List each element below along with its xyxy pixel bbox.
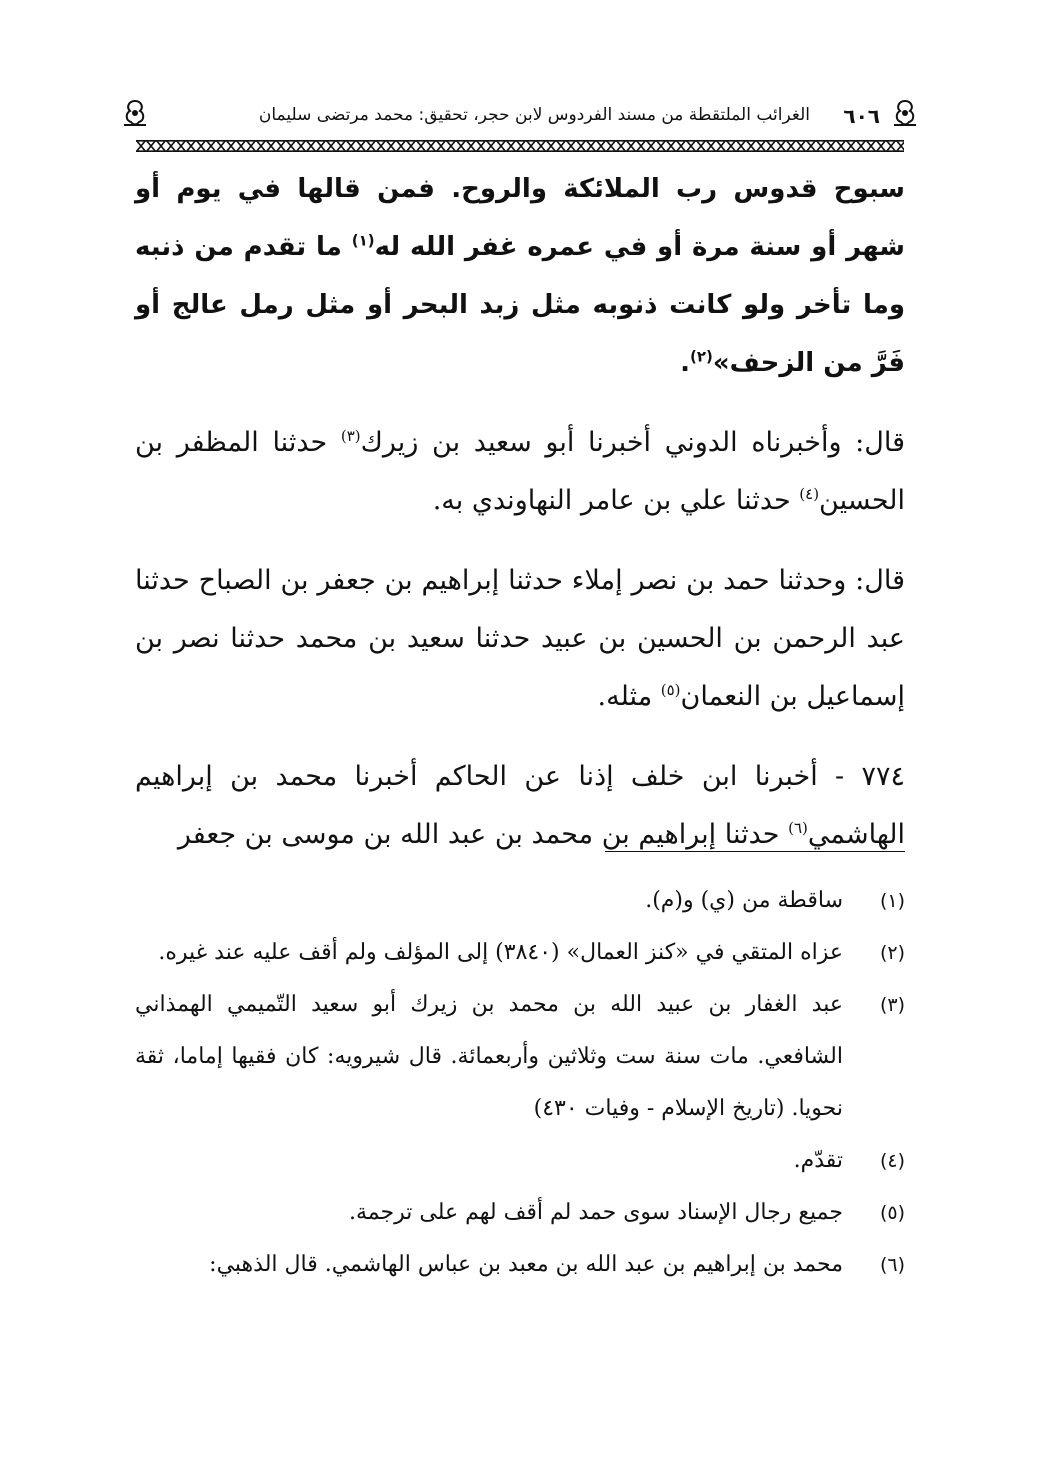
footnote-item bbox=[135, 875, 905, 927]
footnote-item bbox=[135, 1187, 905, 1239]
paragraph-text: سبوح قدوس رب الملائكة والروح. فمن قالها في يوم أو شهر أو سنة مرة أو في عمره غفر الله له bbox=[135, 174, 905, 262]
main-text bbox=[135, 160, 905, 864]
footnote-text: عبد الغفار بن عبيد الله بن محمد بن زيرك أبو سعيد التّميمي الهمذاني الشافعي. مات سنة ست وثلاثين وأربعمائة. قال شيرويه: كان فقيها إماما، ثقة نحويا. (تاريخ الإسلام - وفيات ٤٣٠) bbox=[135, 992, 843, 1121]
footnote-number: (٢) bbox=[879, 942, 905, 964]
body-paragraph bbox=[135, 748, 905, 864]
footnote-text: تقدّم. bbox=[793, 1148, 843, 1173]
paragraph-gap bbox=[135, 392, 905, 414]
paragraph-text: . bbox=[680, 348, 690, 378]
floral-ornament-icon bbox=[120, 98, 150, 128]
footnote-number: (٣) bbox=[879, 994, 905, 1016]
body-paragraph bbox=[135, 552, 905, 726]
paragraph-text: قال: وأخبرناه الدوني أخبرنا أبو سعيد بن زيرك bbox=[360, 427, 905, 458]
footnote-number: (٦) bbox=[879, 1254, 905, 1276]
paragraph-text: قال: وحدثنا حمد بن نصر إملاء حدثنا إبراهيم بن جعفر بن الصباح حدثنا عبد الرحمن بن الحسين بن عبيد حدثنا سعيد بن محمد حدثنا نصر بن إسماعيل بن النعمان bbox=[135, 565, 905, 712]
footnote-text: عزاه المتقي في «كنز العمال» (٣٨٤٠) إلى المؤلف ولم أقف عليه عند غيره. bbox=[158, 940, 843, 965]
body-paragraph bbox=[135, 160, 905, 392]
page-number: ٦٠٦ bbox=[843, 104, 880, 128]
footnote-reference: (١) bbox=[351, 231, 375, 250]
footnote-text: محمد بن إبراهيم بن عبد الله بن معبد بن عباس الهاشمي. قال الذهبي: bbox=[209, 1252, 843, 1277]
footnote-item bbox=[135, 927, 905, 979]
footnote-number: (١) bbox=[879, 890, 905, 912]
footnote-reference: (٣) bbox=[340, 427, 361, 445]
footnote-reference: (٥) bbox=[660, 681, 681, 699]
floral-ornament-icon bbox=[890, 98, 920, 128]
paragraph-gap bbox=[135, 726, 905, 748]
footnote-number: (٥) bbox=[879, 1202, 905, 1224]
footnote-reference: (٢) bbox=[689, 347, 713, 366]
footnote-item bbox=[135, 1135, 905, 1187]
running-header bbox=[120, 96, 920, 136]
footnote-number: (٤) bbox=[879, 1150, 905, 1172]
footnote-reference: (٦) bbox=[788, 819, 808, 837]
paragraph-gap bbox=[135, 530, 905, 552]
footnote-reference: (٤) bbox=[799, 485, 820, 503]
paragraph-text: حدثنا علي بن عامر النهاوندي به. bbox=[432, 485, 800, 516]
footnotes bbox=[135, 875, 905, 1291]
footnote-item bbox=[135, 1239, 905, 1291]
paragraph-text: ٧٧٤ - أخبرنا ابن خلف إذنا عن الحاكم أخبرنا محمد بن إبراهيم الهاشمي bbox=[135, 761, 905, 850]
body-paragraph bbox=[135, 414, 905, 530]
paragraph-text: مثله. bbox=[597, 681, 661, 712]
footnote-text: ساقطة من (ي) و(م). bbox=[645, 888, 843, 913]
footnote-item bbox=[135, 979, 905, 1135]
footnote-separator bbox=[605, 851, 905, 852]
paragraph-text: ما تقدم من ذنبه وما تأخر ولو كانت ذنوبه مثل زبد البحر أو مثل رمل عالج أو فَرَّ من الزحف» bbox=[135, 232, 905, 378]
header-pattern-band bbox=[136, 140, 904, 152]
paragraph-text: حدثنا المظفر بن الحسين bbox=[135, 427, 905, 516]
running-title: الغرائب الملتقطة من مسند الفردوس لابن حجر، تحقيق: محمد مرتضى سليمان bbox=[258, 105, 810, 125]
paragraph-text: حدثنا إبراهيم بن محمد بن عبد الله بن موسى بن جعفر bbox=[177, 819, 789, 850]
footnote-text: جميع رجال الإسناد سوى حمد لم أقف لهم على ترجمة. bbox=[349, 1200, 843, 1225]
